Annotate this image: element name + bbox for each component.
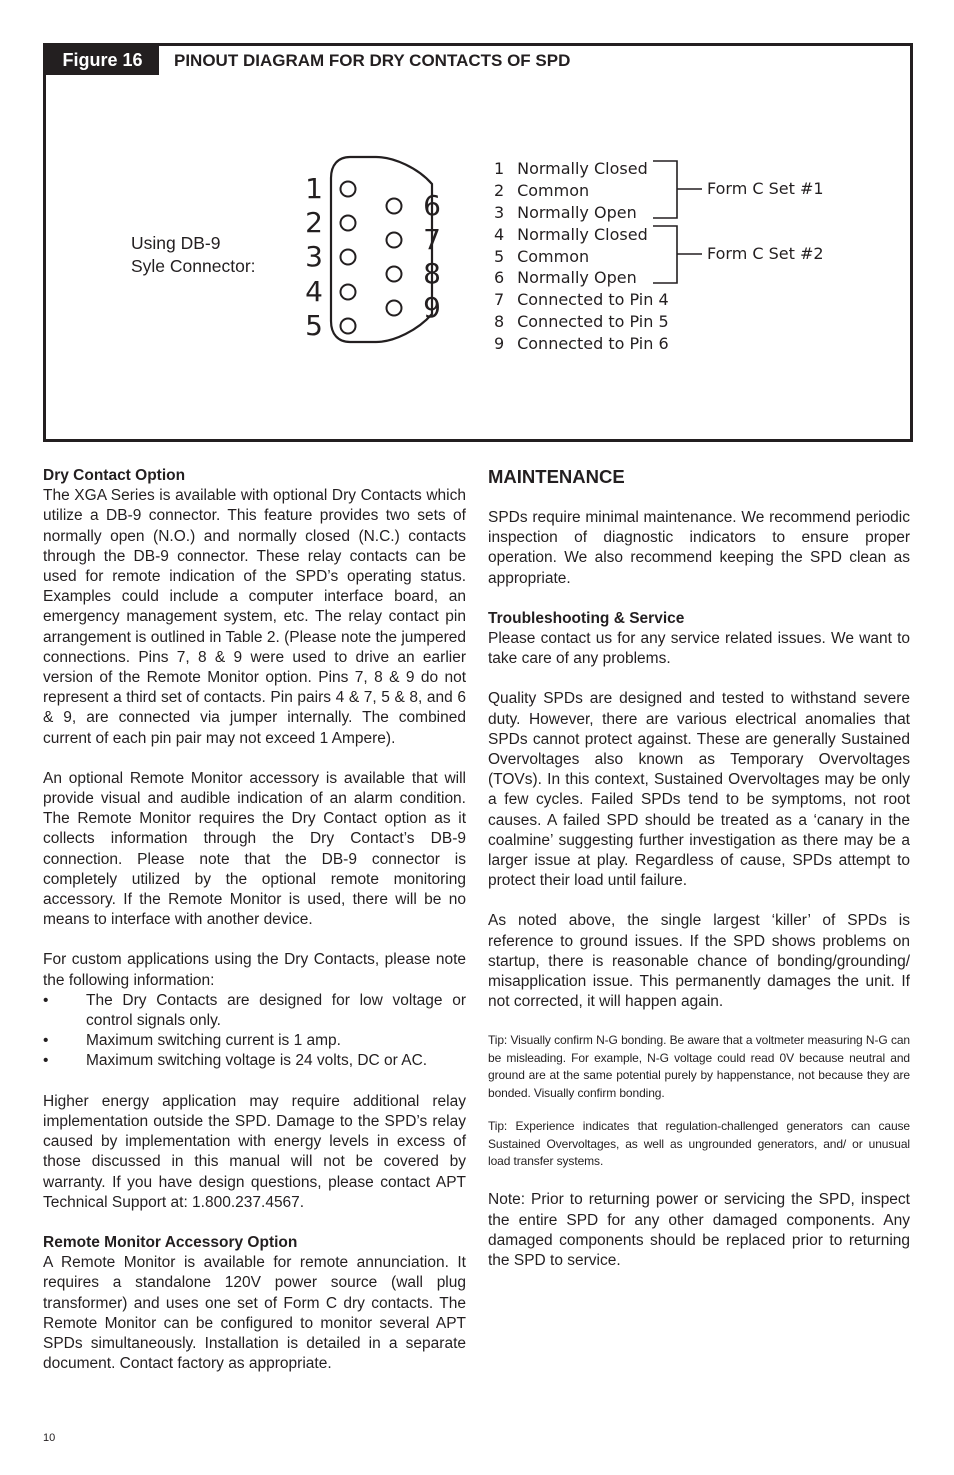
figure-16-box — [43, 43, 913, 442]
pin-9-socket — [387, 301, 402, 316]
pin-number-9: 9 — [423, 291, 441, 324]
dry-contact-paragraph-4: Higher energy application may require additional relay implementation outside the SPD. Damage to the SPD’s relay caused by implementation with energy levels in excess of those discussed in this manual will not be covered by warranty. If you have design questions, please contact APT Technical Support at: 1.800.237.4567. — [43, 1092, 466, 1211]
bullet-item: • The Dry Contacts are designed for low voltage or control signals only. — [43, 991, 466, 1030]
pin-assignment: 1 Normally Closed — [494, 159, 648, 178]
tip-generators: Tip: Experience indicates that regulation-challenged generators can cause Sustained Overvoltages, as well as ungrounded generators, and/ or unusual load transfer systems. — [488, 1119, 910, 1168]
troubleshooting-paragraph-2: Quality SPDs are designed and tested to withstand severe duty. However, there are various electrical anomalies that SPDs cannot protect against. These are generally Sustained Overvoltages also known as Temporary Overvoltages (TOVs). In this context, Sustained Overvoltages may be only a few cycles. Failed SPDs tend to be symptoms, not root causes. A failed SPD should be treated as a ‘canary in the coalmine’ suggesting further investigation as there may be a larger issue at play. Regardless of cause, SPDs attempt to protect their load until failure. — [488, 690, 910, 890]
pin-number-8: 8 — [423, 257, 441, 290]
pin-number-2: 2 — [305, 206, 323, 239]
bullet-item: • Maximum switching voltage is 24 volts, DC or AC. — [43, 1052, 428, 1070]
pin-number-7: 7 — [423, 223, 441, 256]
maintenance-paragraph: SPDs require minimal maintenance. We recommend periodic inspection of diagnostic indicators to ensure proper operation. We also recommend keeping the SPD clean as appropriate. — [488, 509, 910, 587]
pin-assignment: 5 Common — [494, 246, 590, 266]
troubleshooting-paragraph-1: Please contact us for any service related issues. We want to take care of any problems. — [488, 630, 910, 668]
remote-monitor-heading: Remote Monitor Accessory Option — [43, 1233, 298, 1251]
pin-assignment-list — [494, 158, 669, 355]
service-note: Note: Prior to returning power or servicing the SPD, inspect the entire SPD for any other damaged components. Any damaged components should be replaced prior to returning the SPD to service. — [488, 1191, 910, 1269]
dry-contact-paragraph-1: The XGA Series is available with optional Dry Contacts which utilize a DB-9 connector. This feature provides two sets of normally open (N.O.) and normally closed (N.C.) contacts through the DB-9 connector. These relay contacts can be used for remote indication of the SPD’s operating status. Examples could include a computer interface board, an emergency management system, etc. The relay contact pin arrangement is outlined in Table 2. (Please note the jumpered connections. Pins 7, 8 & 9 were used to drive an earlier version of the Remote Monitor option. Pins 7, 8 & 9 do not represent a third set of contacts. Pin pairs 4 & 7, 5 & 8, and 6 & 9, are connected via jumper internally. The combined current of each pin pair may not exceed 1 Ampere). — [43, 487, 466, 747]
maintenance-heading: MAINTENANCE — [488, 466, 625, 487]
form-c-set-2-label: Form C Set #2 — [707, 244, 824, 263]
connector-label-line-1: Using DB-9 — [131, 233, 221, 253]
figure-title: PINOUT DIAGRAM FOR DRY CONTACTS OF SPD — [174, 51, 571, 70]
form-c-set-1-label: Form C Set #1 — [707, 179, 824, 198]
pin-2-socket — [341, 216, 356, 231]
figure-label: Figure 16 — [46, 46, 159, 75]
pin-number-4: 4 — [305, 275, 323, 308]
left-column — [43, 466, 466, 1374]
troubleshooting-paragraph-3: As noted above, the single largest ‘killer’ of SPDs is reference to ground issues. If the SPD shows problems on startup, there is reasonable chance of bonding/grounding/ misapplication issue. This permanently damages the unit. If not corrected, it will happen again. — [488, 912, 910, 1011]
pin-assignment: 3 Normally Open — [494, 202, 637, 222]
pin-3-socket — [341, 250, 356, 265]
pin-assignment: 7 Connected to Pin 4 — [494, 290, 669, 310]
pin-assignment: 9 Connected to Pin 6 — [494, 334, 669, 354]
connector-label-line-2: Syle Connector: — [131, 256, 256, 276]
pin-6-socket — [387, 199, 402, 214]
troubleshooting-heading: Troubleshooting & Service — [488, 609, 685, 627]
pin-4-socket — [341, 285, 356, 300]
dry-contact-heading: Dry Contact Option — [43, 467, 186, 484]
right-column — [488, 466, 910, 1271]
pin-number-1: 1 — [305, 172, 323, 205]
pin-assignment: 6 Normally Open — [494, 268, 637, 288]
pin-assignment: 2 Common — [494, 180, 590, 200]
pin-7-socket — [387, 233, 402, 248]
pin-1-socket — [341, 182, 356, 197]
pin-number-3: 3 — [305, 240, 323, 273]
pin-assignment: 4 Normally Closed — [494, 224, 648, 244]
tip-ng-bonding: Tip: Visually confirm N-G bonding. Be aware that a voltmeter measuring N-G can be misleading. For example, N-G voltage could read 0V because neutral and ground are at the same potential purely by happenstance, not because they are bonded. Visually confirm bonding. — [488, 1033, 910, 1100]
bullet-item: • Maximum switching current is 1 amp. — [43, 1032, 341, 1050]
pin-number-5: 5 — [305, 309, 323, 342]
dry-contact-paragraph-2: An optional Remote Monitor accessory is available that will provide visual and audible indication of an alarm condition. The Remote Monitor requires the Dry Contact option as it collects information through the Dry Contact’s DB-9 connection. Please note that the DB-9 connector is completely utilized by the optional remote monitoring accessory. If the Remote Monitor is used, there will be no means to interface with another device. — [43, 769, 466, 929]
pin-number-6: 6 — [423, 189, 441, 222]
page-number: 10 — [43, 1432, 56, 1444]
db9-connector-diagram — [46, 46, 910, 439]
pin-5-socket — [341, 319, 356, 334]
dry-contact-bullet-list — [43, 991, 466, 1072]
remote-monitor-paragraph: A Remote Monitor is available for remote annunciation. It requires a standalone 120V power source (wall plug transformer) and uses one set of Form C dry contacts. The Remote Monitor can be configured to monitor several APT SPDs simultaneously. Installation is detailed in a separate document. Contact factory as appropriate. — [43, 1254, 466, 1373]
pin-8-socket — [387, 267, 402, 282]
pin-assignment: 8 Connected to Pin 5 — [494, 312, 669, 332]
dry-contact-paragraph-3: For custom applications using the Dry Contacts, please note the following information: — [43, 951, 466, 989]
